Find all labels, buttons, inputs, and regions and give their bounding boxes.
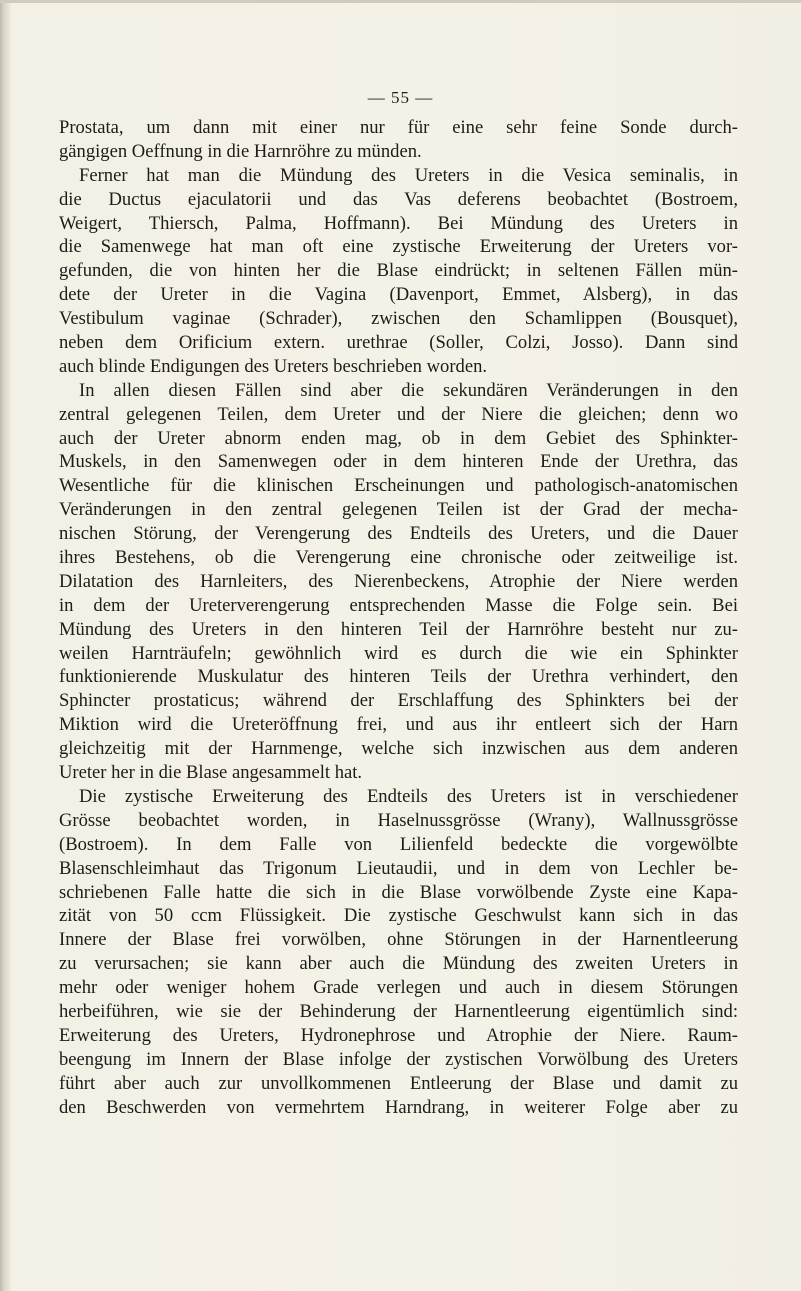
text-line: Dilatation des Harnleiters, des Nierenbeckens, Atrophie der Niere werden bbox=[59, 570, 738, 592]
text-line: gefunden, die von hinten her die Blase eindrückt; in seltenen Fällen mün- bbox=[59, 260, 738, 282]
text-line: Die zystische Erweiterung des Endteils des Ureters ist in verschiedener bbox=[79, 785, 738, 807]
text-line: weilen Harnträufeln; gewöhnlich wird es durch die wie ein Sphinkter bbox=[59, 642, 738, 664]
text-line: gängigen Oeffnung in die Harnröhre zu münden. bbox=[59, 140, 422, 162]
text-line: zentral gelegenen Teilen, dem Ureter und der Niere die gleichen; denn wo bbox=[59, 403, 738, 425]
text-line: Sphincter prostaticus; während der Erschlaffung des Sphinkters bei der bbox=[59, 690, 738, 712]
page-binding-edge bbox=[0, 0, 10, 1291]
text-line: Ferner hat man die Mündung des Ureters in die Vesica seminalis, in bbox=[79, 164, 738, 186]
text-line: funktionierende Muskulatur des hinteren Teils der Urethra verhindert, den bbox=[59, 666, 738, 688]
text-line: (Bostroem). In dem Falle von Lilienfeld bedeckte die vorgewölbte bbox=[59, 833, 738, 855]
body-text bbox=[59, 116, 738, 1119]
text-line: Muskels, in den Samenwegen oder in dem hinteren Ende der Urethra, das bbox=[59, 451, 738, 473]
text-line: Prostata, um dann mit einer nur für eine sehr feine Sonde durch- bbox=[59, 117, 738, 138]
text-line: herbeiführen, wie sie der Behinderung der Harnentleerung eigentümlich sind: bbox=[59, 1000, 738, 1022]
text-line: zität von 50 ccm Flüssigkeit. Die zystische Geschwulst kann sich in das bbox=[59, 905, 738, 927]
text-line: Wesentliche für die klinischen Erscheinungen und pathologisch-anatomischen bbox=[59, 475, 738, 497]
text-line: Mündung des Ureters in den hinteren Teil der Harnröhre besteht nur zu- bbox=[59, 618, 738, 640]
text-line: auch blinde Endigungen des Ureters beschrieben worden. bbox=[59, 355, 488, 377]
page-top-edge bbox=[0, 0, 801, 3]
text-line: Veränderungen in den zentral gelegenen Teilen ist der Grad der mecha- bbox=[59, 499, 738, 521]
text-line: in dem der Ureterverengerung entsprechenden Masse die Folge sein. Bei bbox=[59, 594, 738, 616]
text-line: nischen Störung, der Verengerung des Endteils des Ureters, und die Dauer bbox=[59, 523, 738, 545]
text-line: Blasenschleimhaut das Trigonum Lieutaudii, und in dem von Lechler be- bbox=[59, 857, 738, 879]
text-line: Grösse beobachtet worden, in Haselnussgrösse (Wrany), Wallnussgrösse bbox=[59, 809, 738, 831]
text-line: auch der Ureter abnorm enden mag, ob in dem Gebiet des Sphinkter- bbox=[59, 427, 738, 449]
text-line: neben dem Orificium extern. urethrae (Soller, Colzi, Josso). Dann sind bbox=[59, 332, 738, 354]
text-line: Innere der Blase frei vorwölben, ohne Störungen in der Harnentleerung bbox=[59, 929, 738, 951]
text-line: die Ductus ejaculatorii und das Vas deferens beobachtet (Bostroem, bbox=[59, 188, 738, 210]
page-number: — 55 — bbox=[367, 88, 434, 107]
text-line: die Samenwege hat man oft eine zystische Erweiterung der Ureters vor- bbox=[59, 236, 738, 258]
text-line: In allen diesen Fällen sind aber die sekundären Veränderungen in den bbox=[79, 379, 738, 401]
text-line: gleichzeitig mit der Harnmenge, welche sich inzwischen aus dem anderen bbox=[59, 738, 738, 760]
text-line: ihres Bestehens, ob die Verengerung eine chronische oder zeitweilige ist. bbox=[59, 547, 738, 569]
text-line: beengung im Innern der Blase infolge der zystischen Vorwölbung des Ureters bbox=[59, 1048, 738, 1070]
text-line: Erweiterung des Ureters, Hydronephrose und Atrophie der Niere. Raum- bbox=[59, 1024, 738, 1046]
text-line: zu verursachen; sie kann aber auch die Mündung des zweiten Ureters in bbox=[59, 953, 738, 975]
text-line: mehr oder weniger hohem Grade verlegen und auch in diesem Störungen bbox=[59, 977, 738, 999]
text-line: Miktion wird die Ureteröffnung frei, und aus ihr entleert sich der Harn bbox=[59, 714, 738, 736]
text-line: den Beschwerden von vermehrtem Harndrang, in weiterer Folge aber zu bbox=[59, 1096, 738, 1118]
text-line: schriebenen Falle hatte die sich in die Blase vorwölbende Zyste eine Kapa- bbox=[59, 881, 738, 903]
text-line: führt aber auch zur unvollkommenen Entleerung der Blase und damit zu bbox=[59, 1072, 738, 1094]
text-line: dete der Ureter in die Vagina (Davenport, Emmet, Alsberg), in das bbox=[59, 284, 738, 306]
text-line: Ureter her in die Blase angesammelt hat. bbox=[59, 762, 363, 784]
text-line: Vestibulum vaginae (Schrader), zwischen den Schamlippen (Bousquet), bbox=[59, 308, 738, 330]
text-line: Weigert, Thiersch, Palma, Hoffmann). Bei Mündung des Ureters in bbox=[59, 212, 738, 234]
